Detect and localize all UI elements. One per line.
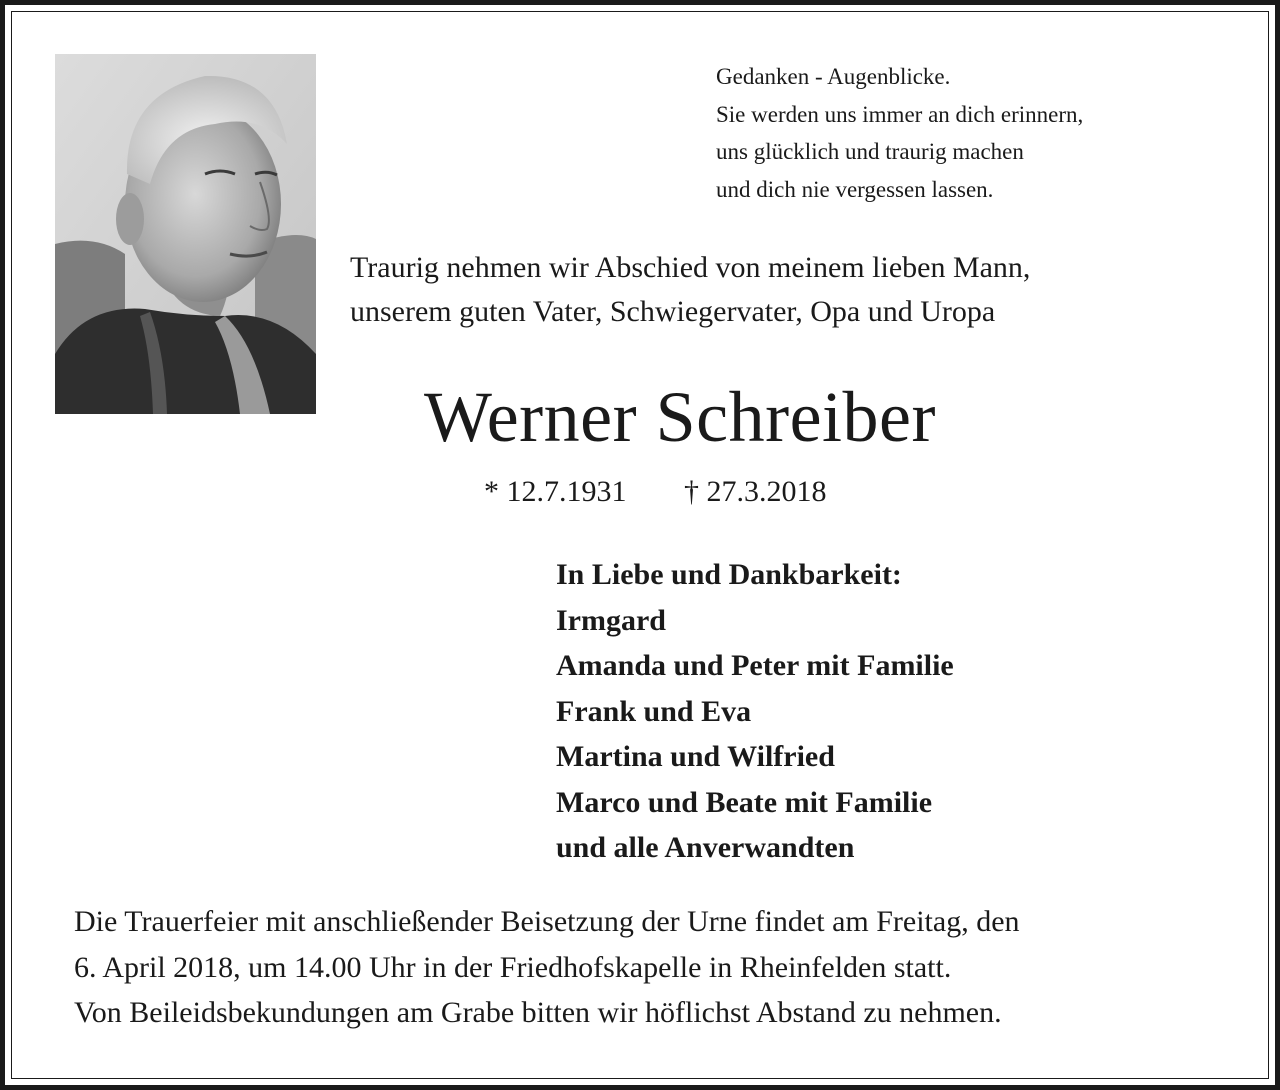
- intro-line: unserem guten Vater, Schwiegervater, Opa und Uropa: [350, 295, 996, 328]
- service-line: Die Trauerfeier mit anschließender Beisetzung der Urne findet am Freitag, den: [74, 905, 1020, 938]
- death-date: † 27.3.2018: [684, 475, 827, 508]
- poem-line: und dich nie vergessen lassen.: [716, 176, 994, 202]
- poem-line: Sie werden uns immer an dich erinnern,: [716, 101, 1084, 127]
- mourner-name: Martina und Wilfried: [556, 740, 835, 773]
- life-dates: [484, 472, 827, 512]
- portrait-photo: [55, 54, 316, 414]
- poem-line: Gedanken - Augenblicke.: [716, 64, 951, 89]
- mourners-list: [556, 552, 1236, 871]
- memorial-poem: [716, 58, 1236, 208]
- service-line: Von Beileidsbekundungen am Grabe bitten wir höflichst Abstand zu nehmen.: [74, 996, 1002, 1029]
- poem-line: uns glücklich und traurig machen: [716, 139, 1024, 164]
- farewell-intro: [350, 246, 1230, 334]
- mourner-name: und alle Anverwandten: [556, 831, 855, 864]
- funeral-service-notice: [74, 899, 1244, 1036]
- intro-line: Traurig nehmen wir Abschied von meinem lieben Mann,: [350, 251, 1031, 284]
- mourner-name: Frank und Eva: [556, 694, 752, 728]
- mourner-name: Amanda und Peter mit Familie: [556, 649, 954, 682]
- deceased-name: Werner Schreiber: [424, 377, 936, 457]
- service-line: 6. April 2018, um 14.00 Uhr in der Friedhofskapelle in Rheinfelden statt.: [74, 950, 952, 984]
- mourner-name: Irmgard: [556, 603, 666, 637]
- mourner-name: Marco und Beate mit Familie: [556, 785, 933, 819]
- birth-date: * 12.7.1931: [484, 475, 627, 508]
- mourners-heading: In Liebe und Dankbarkeit:: [556, 558, 902, 591]
